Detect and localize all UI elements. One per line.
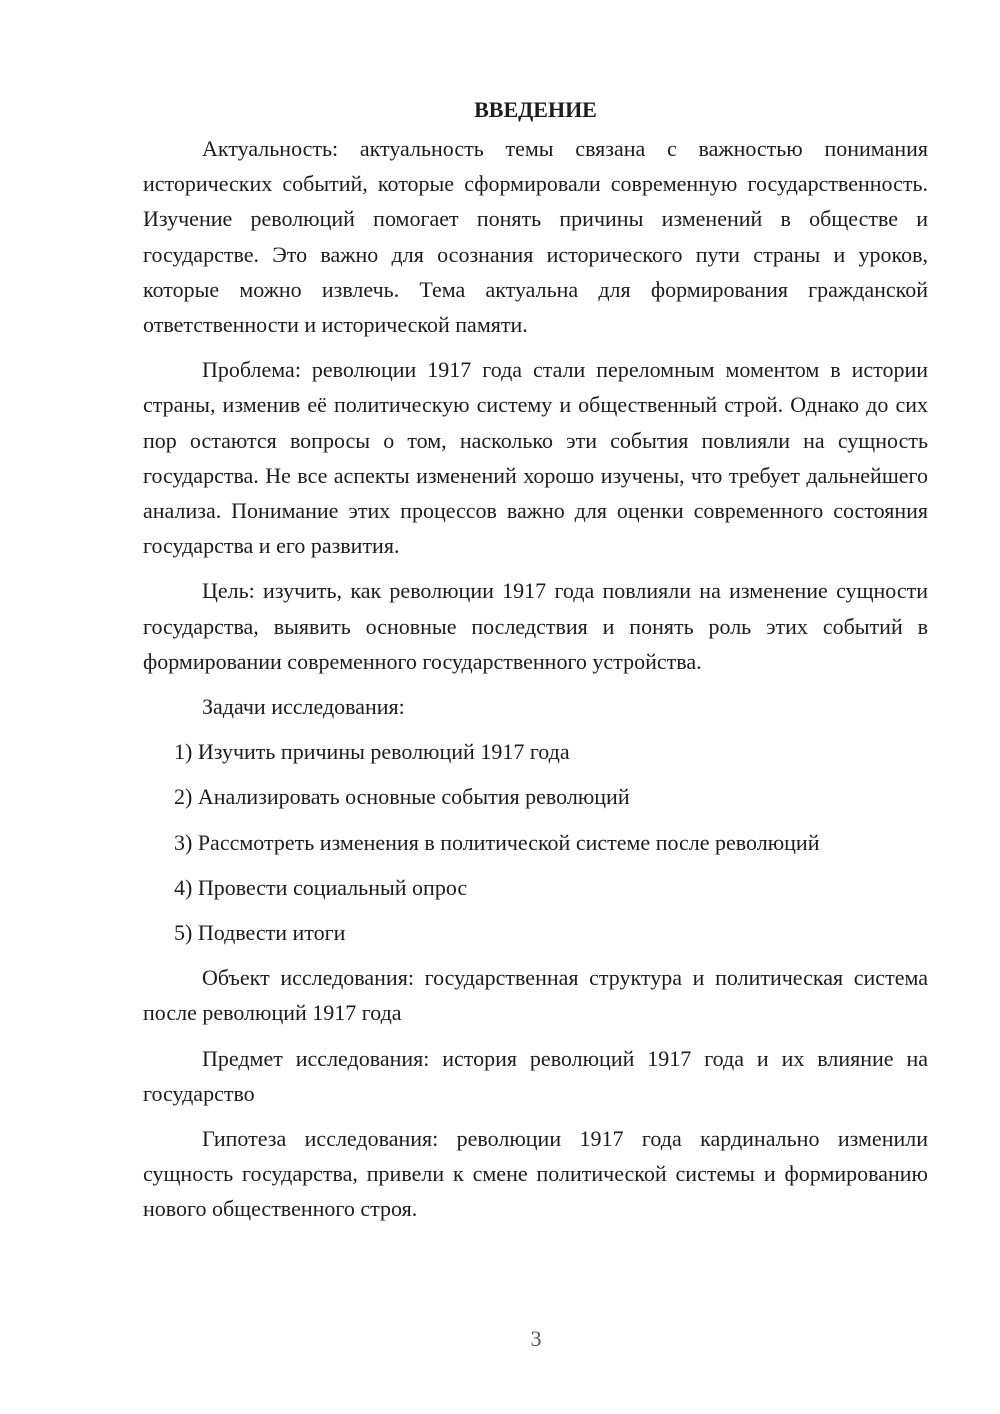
goal-paragraph: Цель: изучить, как революции 1917 года повлияли на изменение сущности государства, выявить основные последствия и понять роль этих событий в формировании современного государственного устройства. (143, 578, 928, 674)
hypothesis-paragraph: Гипотеза исследования: революции 1917 года кардинально изменили сущность государства, привели к смене политической системы и формированию нового общественного строя. (143, 1126, 928, 1222)
page-number: 3 (530, 1326, 542, 1351)
problem-paragraph: Проблема: революции 1917 года стали переломным моментом в истории страны, изменив её политическую систему и общественный строй. Однако до сих пор остаются вопросы о том, насколько эти события повлияли на сущность государства. Не все аспекты изменений хорошо изучены, что требует дальнейшего анализа. Понимание этих процессов важно для оценки современного состояния государства и его развития. (143, 357, 928, 559)
tasks-list (143, 734, 928, 950)
object-paragraph: Объект исследования: государственная структура и политическая система после революций 1917 года (143, 965, 928, 1026)
list-item: 1) Изучить причины революций 1917 года (174, 739, 570, 765)
subject-paragraph: Предмет исследования: история революций 1917 года и их влияние на государство (143, 1045, 928, 1106)
list-item: 2) Анализировать основные события революций (174, 784, 630, 810)
list-item: 5) Подвести итоги (174, 920, 346, 946)
relevance-paragraph: Актуальность: актуальность темы связана с важностью понимания исторических событий, которые сформировали современную государственность. Изучение революций помогает понять причины изменений в обществе и государстве. Это важно для осознания исторического пути страны и уроков, которые можно извлечь. Тема актуальна для формирования гражданской ответственности и исторической памяти. (143, 136, 928, 338)
list-item: 3) Рассмотреть изменения в политической системе после революций (174, 829, 820, 855)
list-item: 4) Провести социальный опрос (174, 874, 468, 900)
page-title: ВВЕДЕНИЕ (474, 97, 597, 122)
document-page (143, 92, 928, 1237)
tasks-heading: Задачи исследования: (202, 694, 405, 720)
